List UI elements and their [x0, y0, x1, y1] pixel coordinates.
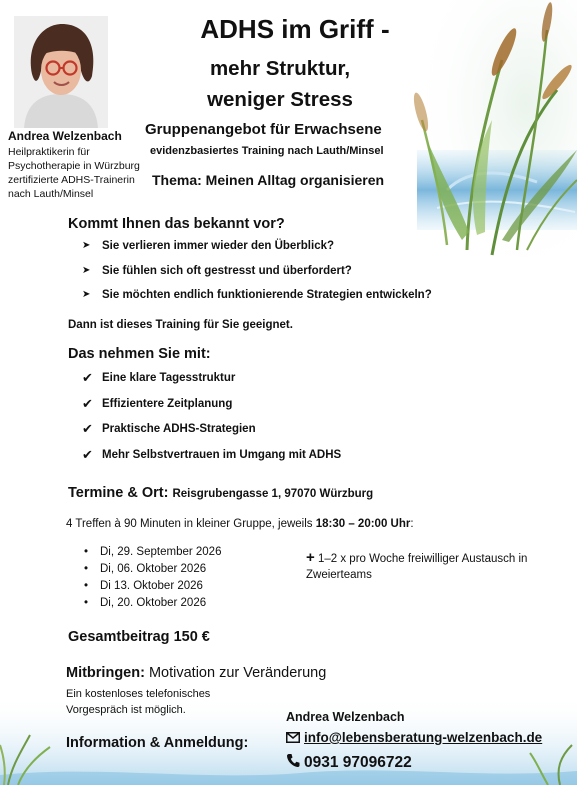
benefits-heading: Das nehmen Sie mit: [68, 346, 211, 362]
page-title: ADHS im Griff - [200, 14, 390, 44]
free-consultation-line: Ein kostenloses telefonisches [66, 688, 211, 700]
list-item [82, 265, 432, 290]
meetings-info [66, 518, 414, 530]
list-item [82, 372, 341, 398]
contact-phone-number[interactable]: 0931 97096722 [304, 754, 412, 771]
meeting-time-suffix: : [410, 518, 414, 530]
questions-list [82, 240, 432, 314]
training-method-subtitle: evidenzbasiertes Training nach Lauth/Minsel [150, 145, 384, 157]
benefits-list [82, 372, 341, 474]
list-item [82, 289, 432, 314]
check-icon: ✔ [82, 421, 93, 436]
arrowhead-icon: ➤ [82, 264, 91, 276]
question-text: Sie möchten endlich funktionierende Strategien entwickeln? [102, 289, 432, 301]
date-text: Di, 20. Oktober 2026 [100, 597, 207, 609]
benefit-text: Effizientere Zeitplanung [102, 397, 233, 410]
date-text: Di 13. Oktober 2026 [100, 580, 203, 592]
arrowhead-icon: ➤ [82, 240, 91, 251]
group-offer-subtitle: Gruppenangebot für Erwachsene [145, 121, 382, 138]
bullet-dot-icon: • [84, 546, 89, 558]
schedule-label: Termine & Ort: [68, 485, 169, 501]
contact-phone[interactable] [286, 753, 412, 773]
benefit-text: Eine klare Tagesstruktur [102, 372, 236, 384]
check-icon: ✔ [82, 395, 93, 411]
list-item [82, 395, 341, 424]
meeting-time: 18:30 – 20:00 Uhr [315, 518, 411, 530]
questions-heading: Kommt Ihnen das bekannt vor? [68, 216, 285, 232]
question-text: Sie verlieren immer wieder den Überblick? [102, 240, 335, 252]
author-credential-line: zertifizierte ADHS-Trainerin [8, 174, 135, 186]
bullet-dot-icon: • [84, 563, 89, 575]
author-photo [14, 16, 108, 128]
question-text: Sie fühlen sich oft gestresst und überfordert? [102, 264, 352, 277]
envelope-icon [286, 731, 300, 746]
contact-email[interactable] [286, 730, 542, 746]
list-item [82, 423, 341, 449]
title-line-3: weniger Stress [207, 88, 353, 111]
title-line-2: mehr Struktur, [209, 57, 351, 80]
total-price: Gesamtbeitrag 150 € [68, 629, 210, 645]
theme-heading: Thema: Meinen Alltag organisieren [152, 172, 385, 188]
phone-icon [286, 753, 300, 773]
author-credential-line: nach Lauth/Minsel [8, 188, 94, 200]
author-credential-line: Psychotherapie in Würzburg [8, 160, 140, 172]
venue-address: Reisgrubengasse 1, 97070 Würzburg [172, 488, 374, 500]
list-item [84, 580, 221, 597]
registration-label: Information & Anmeldung: [66, 735, 249, 751]
author-credentials [8, 145, 140, 201]
free-consultation-note [66, 686, 266, 718]
meetings-text: 4 Treffen à 90 Minuten in kleiner Gruppe, jeweils [66, 518, 316, 530]
contact-email-link[interactable]: info@lebensberatung-welzenbach.de [304, 730, 543, 745]
author-credential-line: Heilpraktikerin für [8, 146, 90, 158]
exchange-text: 1–2 x pro Woche freiwilliger Austausch in Zweierteams [306, 553, 528, 581]
exchange-note [306, 550, 556, 583]
benefit-text: Praktische ADHS-Strategien [102, 423, 256, 435]
date-text: Di, 06. Oktober 2026 [100, 563, 207, 575]
list-item [84, 546, 221, 563]
bullet-dot-icon: • [84, 580, 89, 592]
list-item [82, 446, 342, 475]
check-icon: ✔ [82, 446, 93, 462]
benefit-text: Mehr Selbstvertrauen im Umgang mit ADHS [102, 448, 342, 461]
arrowhead-icon: ➤ [82, 289, 91, 300]
free-consultation-line: Vorgespräch ist möglich. [66, 704, 186, 716]
suitability-statement: Dann ist dieses Training für Sie geeignet. [68, 319, 293, 331]
date-text: Di, 29. September 2026 [100, 546, 222, 558]
author-name: Andrea Welzenbach [8, 129, 122, 143]
bring-text: Motivation zur Veränderung [144, 665, 327, 681]
list-item [82, 240, 432, 265]
bullet-dot-icon: • [84, 597, 89, 609]
bring-label: Mitbringen: [66, 665, 145, 681]
bring-along [66, 665, 326, 681]
list-item [84, 563, 221, 580]
schedule-heading [68, 485, 373, 501]
dates-list [84, 546, 221, 614]
list-item [84, 597, 221, 614]
contact-name: Andrea Welzenbach [286, 710, 405, 724]
check-icon: ✔ [82, 370, 93, 385]
plus-icon: + [306, 549, 315, 566]
